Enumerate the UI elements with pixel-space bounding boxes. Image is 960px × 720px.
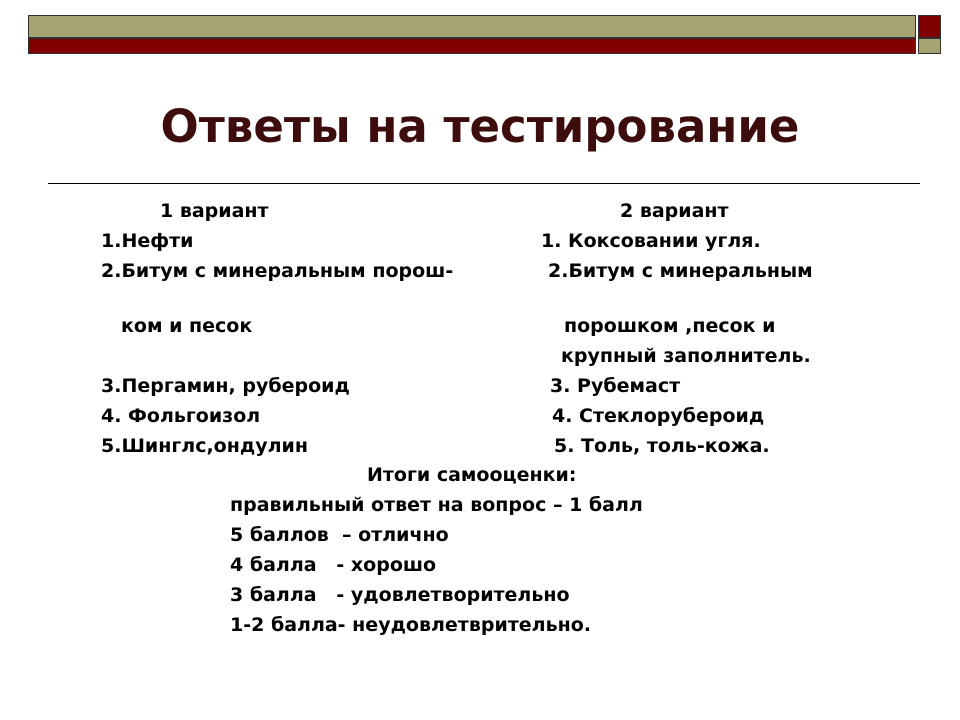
variant2-line-4: крупный заполнитель. (561, 345, 811, 367)
variant1-line-6: 5.Шинглс,ондулин (101, 435, 308, 457)
variant2-line-6: 4. Стеклорубероид (552, 405, 765, 427)
variant2-line-3: порошком ,песок и (564, 315, 776, 337)
slide-title: Ответы на тестирование (160, 100, 800, 153)
variant2-line-5: 3. Рубемаст (550, 375, 681, 397)
decor-square-olive (918, 38, 941, 54)
title-divider (48, 183, 920, 184)
variant1-line-4: 3.Пергамин, рубероид (101, 375, 350, 397)
variant1-line-3: ком и песок (121, 315, 253, 337)
results-line-4: 3 балла - удовлетворительно (230, 584, 570, 606)
variant1-line-1: 1.Нефти (101, 230, 194, 252)
decor-bar-maroon (28, 38, 916, 54)
results-line-3: 4 балла - хорошо (230, 554, 437, 576)
variant1-header: 1 вариант (160, 200, 269, 222)
variant2-line-2: 2.Битум с минеральным (548, 260, 813, 282)
variant1-line-5: 4. Фольгоизол (101, 405, 261, 427)
variant2-line-1: 1. Коксовании угля. (541, 230, 761, 252)
results-line-5: 1-2 балла- неудовлетврительно. (230, 614, 591, 636)
variant2-header: 2 вариант (620, 200, 729, 222)
results-line-1: правильный ответ на вопрос – 1 балл (230, 494, 643, 516)
decor-square-maroon (918, 15, 941, 38)
variant2-line-7: 5. Толь, толь-кожа. (554, 435, 770, 457)
results-line-2: 5 баллов – отлично (230, 524, 449, 546)
decor-bar-olive (28, 15, 916, 38)
results-heading: Итоги самооценки: (367, 464, 577, 486)
variant1-line-2: 2.Битум с минеральным порош- (101, 260, 454, 282)
